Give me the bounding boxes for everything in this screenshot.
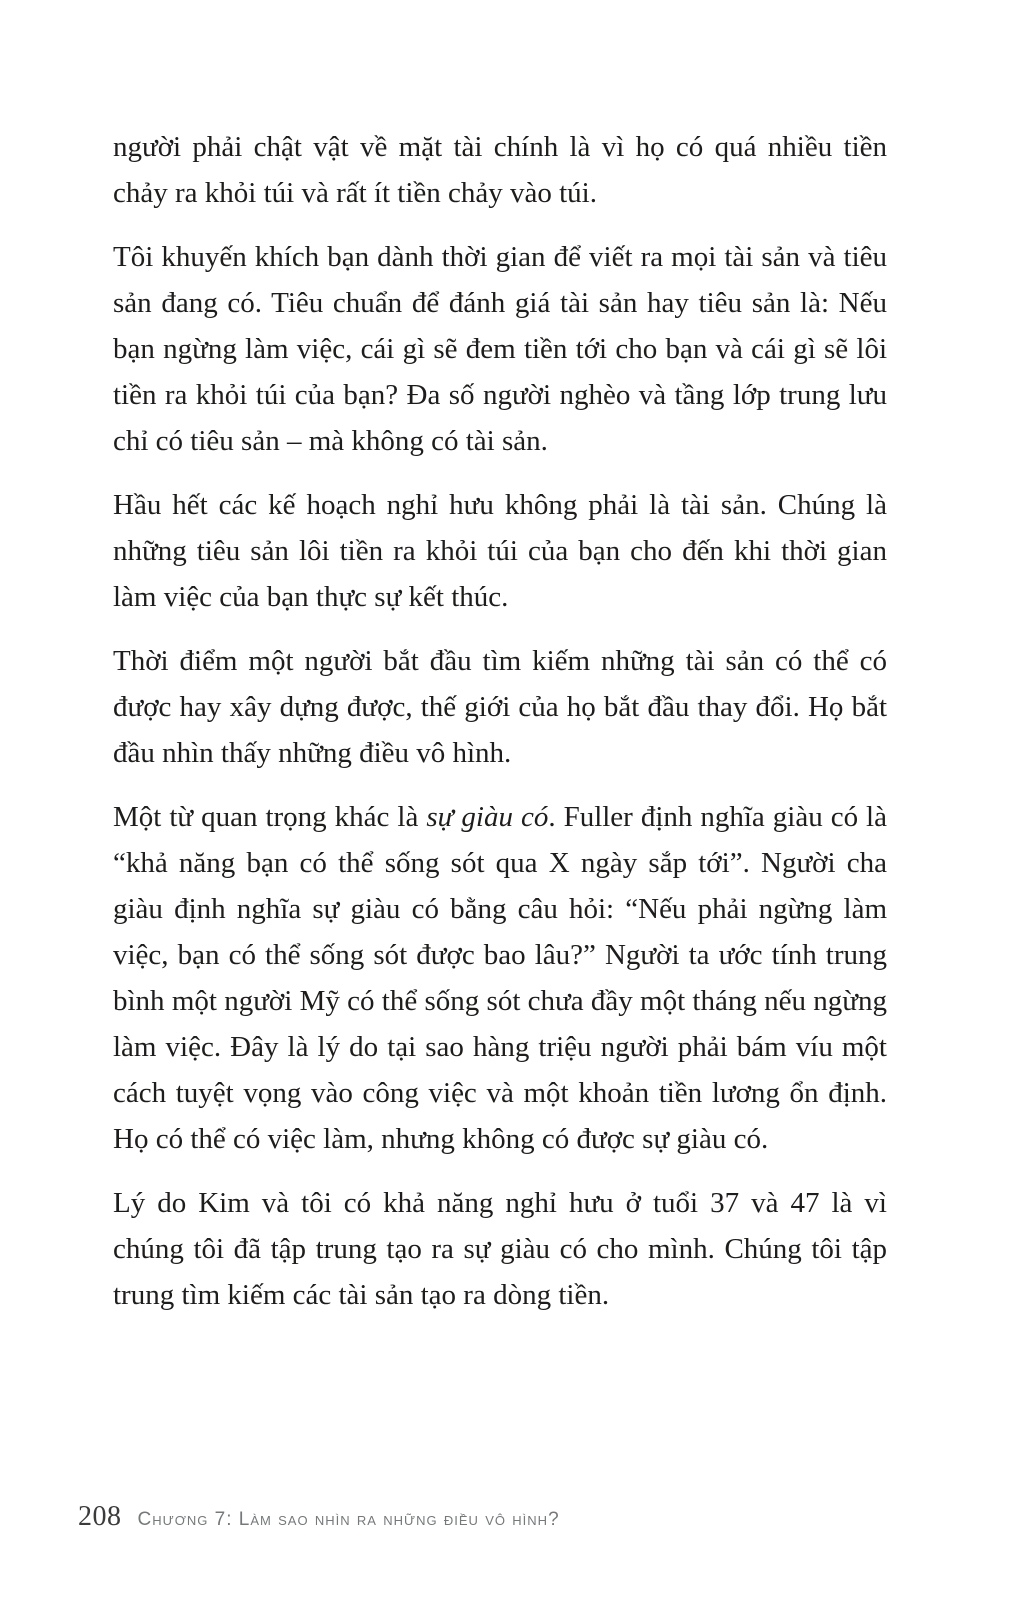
paragraph <box>113 234 887 464</box>
text-segment: Hầu hết các kế hoạch nghỉ hưu không phải là tài sản. Chúng là những tiêu sản lôi tiền ra khỏi túi của bạn cho đến khi thời gian làm việc của bạn thực sự kết thúc. <box>113 489 887 613</box>
text-segment: Tôi khuyến khích bạn dành thời gian để viết ra mọi tài sản và tiêu sản đang có. Tiêu chuẩn để đánh giá tài sản hay tiêu sản là: Nếu bạn ngừng làm việc, cái gì sẽ đem tiền tới cho bạn và cái gì sẽ lôi tiền ra khỏi túi của bạn? Đa số người nghèo và tầng lớp trung lưu chỉ có tiêu sản – mà không có tài sản. <box>113 241 887 457</box>
text-segment: Thời điểm một người bắt đầu tìm kiếm những tài sản có thể có được hay xây dựng được, thế giới của họ bắt đầu thay đổi. Họ bắt đầu nhìn thấy những điều vô hình. <box>113 645 887 769</box>
paragraph <box>113 794 887 1162</box>
page-number: 208 <box>78 1501 122 1532</box>
paragraph <box>113 1180 887 1318</box>
text-segment: . Fuller định nghĩa giàu có là “khả năng bạn có thể sống sót qua X ngày sắp tới”. Người cha giàu định nghĩa sự giàu có bằng câu hỏi: “Nếu phải ngừng làm việc, bạn có thể sống sót được bao lâu?” Người ta ước tính trung bình một người Mỹ có thể sống sót chưa đầy một tháng nếu ngừng làm việc. Đây là lý do tại sao hàng triệu người phải bám víu một cách tuyệt vọng vào công việc và một khoản tiền lương ổn định. Họ có thể có việc làm, nhưng không có được sự giàu có. <box>113 801 887 1155</box>
italic-text-segment: sự giàu có <box>426 801 549 833</box>
paragraph <box>113 638 887 776</box>
page-body <box>113 0 887 1336</box>
text-segment: người phải chật vật về mặt tài chính là vì họ có quá nhiều tiền chảy ra khỏi túi và rất ít tiền chảy vào túi. <box>113 131 887 209</box>
paragraph <box>113 124 887 216</box>
chapter-title: Chương 7: Làm sao nhìn ra những điều vô hình? <box>137 1509 560 1530</box>
paragraph <box>113 482 887 620</box>
text-segment: Lý do Kim và tôi có khả năng nghỉ hưu ở tuổi 37 và 47 là vì chúng tôi đã tập trung tạo ra sự giàu có cho mình. Chúng tôi tập trung tìm kiếm các tài sản tạo ra dòng tiền. <box>113 1187 887 1311</box>
page-footer <box>78 1501 560 1533</box>
text-segment: Một từ quan trọng khác là <box>113 801 427 833</box>
